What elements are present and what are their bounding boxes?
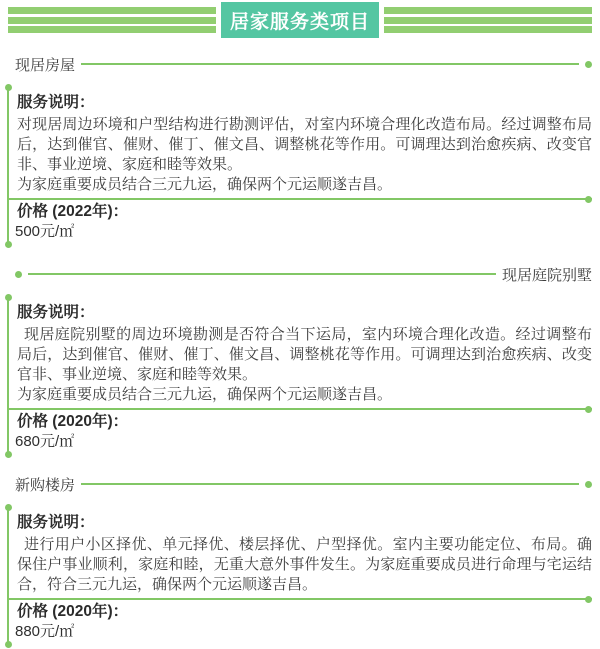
price-value: 680元/㎡ <box>15 433 75 450</box>
service-card <box>7 506 592 646</box>
price-divider <box>7 598 592 600</box>
price-divider <box>7 408 592 410</box>
service-card <box>7 296 592 456</box>
line-end-dot-icon <box>585 406 592 413</box>
service-desc-heading: 服务说明： <box>17 94 95 111</box>
card-bottom-dot-icon <box>5 241 12 248</box>
price-heading: 价格 (2022年)： <box>17 203 129 220</box>
line-end-dot-icon <box>585 481 592 488</box>
service-price <box>17 413 592 452</box>
section-heading-row <box>0 54 600 74</box>
card-top-dot-icon <box>5 84 12 91</box>
service-desc-paragraph: 为家庭重要成员结合三元九运，确保两个元运顺遂吉昌。 <box>17 176 393 193</box>
price-value: 500元/㎡ <box>15 223 75 240</box>
service-desc-paragraph: 对现居周边环境和户型结构进行勘测评估，对室内环境合理化改造布局。经过调整布局后，达到催官、催财、催丁、催文昌、调整桃花等作用。可调理达到治愈疾病、改变官非、事业逆境、家庭和睦等效果。 <box>17 116 592 173</box>
service-desc-paragraph: 进行用户小区择优、单元择优、楼层择优、户型择优。室内主要功能定位、布局。确保住户事业顺利，家庭和睦，无重大意外事件发生。为家庭重要成员进行命理与宅运结合，符合三元九运，确保两个元运顺遂吉昌。 <box>17 536 592 593</box>
section-heading-row <box>0 474 600 494</box>
service-description <box>17 94 592 195</box>
card-bottom-dot-icon <box>5 641 12 648</box>
stripe-bar <box>8 7 216 14</box>
line-end-dot-icon <box>15 271 22 278</box>
banner-title: 居家服务类项目 <box>221 2 379 38</box>
stripe-bar <box>384 17 592 24</box>
service-description <box>17 514 592 595</box>
banner-stripes-right <box>384 7 592 33</box>
price-divider <box>7 198 592 200</box>
card-bottom-dot-icon <box>5 451 12 458</box>
price-heading: 价格 (2020年)： <box>17 413 129 430</box>
service-description <box>17 304 592 405</box>
banner-stripes-left <box>8 7 216 33</box>
service-price <box>17 603 592 642</box>
section-line <box>81 483 579 485</box>
stripe-bar <box>384 26 592 33</box>
section-title: 现居房屋 <box>15 56 76 74</box>
line-end-dot-icon <box>585 196 592 203</box>
section-title: 新购楼房 <box>15 476 76 494</box>
section-line <box>81 63 579 65</box>
section-title: 现居庭院别墅 <box>501 266 592 284</box>
stripe-bar <box>8 17 216 24</box>
service-price <box>17 203 592 242</box>
price-value: 880元/㎡ <box>15 623 75 640</box>
stripe-bar <box>384 7 592 14</box>
card-top-dot-icon <box>5 294 12 301</box>
service-card <box>7 86 592 246</box>
line-end-dot-icon <box>585 61 592 68</box>
section-heading-row <box>0 264 600 284</box>
service-desc-paragraph: 现居庭院别墅的周边环境勘测是否符合当下运局，室内环境合理化改造。经过调整布局后，达到催官、催财、催丁、催文昌、调整桃花等作用。可调理达到治愈疾病、改变官非、事业逆境、家庭和睦等效果。 <box>17 326 592 383</box>
service-desc-paragraph: 为家庭重要成员结合三元九运，确保两个元运顺遂吉昌。 <box>17 386 393 403</box>
service-desc-heading: 服务说明： <box>17 514 95 531</box>
service-desc-heading: 服务说明： <box>17 304 95 321</box>
section-line <box>28 273 496 275</box>
stripe-bar <box>8 26 216 33</box>
price-heading: 价格 (2020年)： <box>17 603 129 620</box>
banner <box>0 0 600 40</box>
card-top-dot-icon <box>5 504 12 511</box>
line-end-dot-icon <box>585 596 592 603</box>
